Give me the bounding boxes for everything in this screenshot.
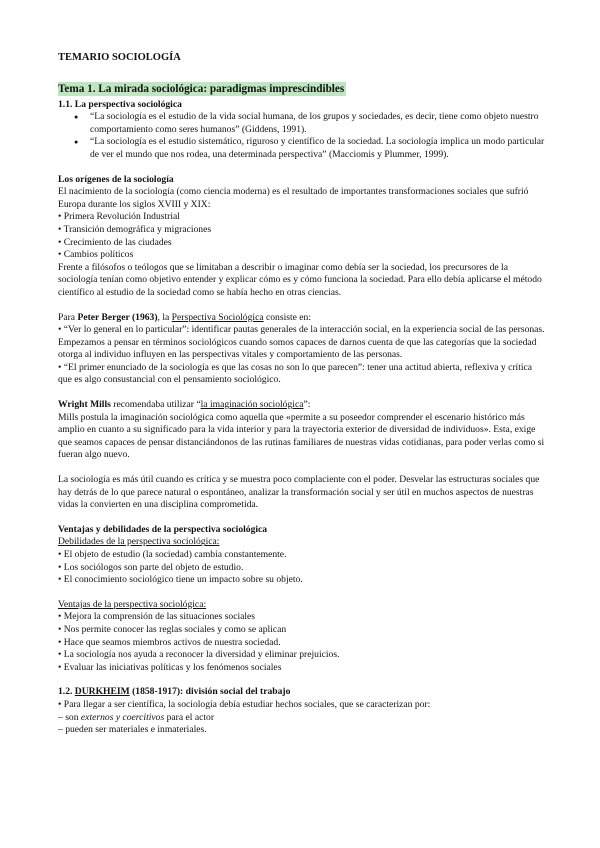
- berger-name: Peter Berger (1963): [77, 311, 158, 323]
- origins-intro: El nacimiento de la sociología (como ciencia moderna) es el resultado de importantes transformaciones sociales que sufrió Europa durante los siglos XVIII y XIX:: [58, 186, 529, 210]
- section-1-1-heading: 1.1. La perspectiva sociológica: [58, 98, 182, 110]
- durkheim-item-1: • Para llegar a ser científica, la sociología debía estudiar hechos sociales, que se caracterizan por:: [58, 698, 431, 710]
- section-1-2-heading: [58, 686, 546, 699]
- mills-post: ”:: [303, 399, 311, 411]
- dash1-emphasis: externos y coercitivos: [80, 711, 165, 723]
- dash1-pre: – son: [58, 711, 81, 723]
- mills-name: Wright Mills: [58, 399, 111, 411]
- berger-item-2: • “El primer enunciado de la sociología es que las cosas no son lo que parecen”: tener una actitud abierta, reflexiva y crítica que es algo consustancial con el pensamiento sociológico.: [58, 361, 533, 386]
- advantage-item: • Evaluar las iniciativas políticas y los fenómenos sociales: [58, 661, 282, 673]
- durkheim-dash-2: – pueden ser materiales e inmateriales.: [58, 724, 207, 736]
- mills-intro: [58, 399, 546, 412]
- mills-concept: la imaginación sociológica: [200, 399, 304, 411]
- dash1-post: para el actor: [164, 711, 215, 723]
- durkheim-dash-1: [58, 712, 546, 725]
- origins-item: • Cambios políticos: [58, 249, 134, 261]
- advantage-item: • La sociología nos ayuda a reconocer la diversidad y eliminar prejuicios.: [58, 649, 340, 661]
- mills-paragraph-1: Mills postula la imaginación sociológica como aquella que «permite a su poseedor comprender el escenario histórico más amplio en cuanto a su significado para la vida interior y para la trayectoria exterior de diversidad de individuos». Esta, exige que seamos capaces de pensar distanciándonos de las rutinas familiares de nuestras vidas cotidianas, para poder verlas como si fueran algo nuevo.: [58, 411, 545, 461]
- origins-closing: Frente a filósofos o teólogos que se limitaban a describir o imaginar como debía ser la sociedad, los precursores de la sociología tenían como objetivo entender y explicar cómo es y cómo funciona la sociedad. Para ello debía aplicarse el método científico al estudio de la sociedad como se había hecho en otras ciencias.: [58, 261, 542, 298]
- document-content: [58, 52, 546, 737]
- tema1-highlight: Tema 1. La mirada sociológica: paradigmas imprescindibles: [58, 82, 345, 95]
- berger-concept: Perspectiva Sociológica: [171, 311, 264, 323]
- advantage-item: • Mejora la comprensión de las situaciones sociales: [58, 611, 256, 623]
- advantage-item: • Hace que seamos miembros activos de nuestra sociedad.: [58, 636, 281, 648]
- origins-item: • Crecimiento de las ciudades: [58, 236, 172, 248]
- weakness-item: • El objeto de estudio (la sociedad) cambia constantemente.: [58, 549, 287, 560]
- berger-mid: , la: [157, 311, 172, 323]
- weakness-item: • Los sociólogos son parte del objeto de estudio.: [58, 561, 244, 573]
- tema1-heading: [58, 82, 546, 99]
- berger-pre: Para: [58, 311, 78, 323]
- document-title: TEMARIO SOCIOLOGÍA: [58, 52, 181, 63]
- advantage-item: • Nos permite conocer las reglas sociales y como se aplican: [58, 623, 287, 635]
- mills-mid: recomendaba utilizar “: [110, 399, 201, 411]
- definition-macciomis: ● “La sociología es el estudio sistemático, riguroso y científico de la sociedad. La sociología implica un modo particular de ver el mundo que nos rodea, una determinada perspectiva” (Macciomis y Plummer, 1999).: [58, 136, 546, 161]
- section-1-2-number: 1.2.: [58, 686, 75, 698]
- definition-giddens: ● “La sociología es el estudio de la vida social humana, de los grupos y sociedades, es decir, tiene como objeto nuestro comportamiento como seres humanos” (Giddens, 1991).: [58, 111, 546, 136]
- berger-paragraph: Empezamos a pensar en términos sociológicos cuando somos capaces de darnos cuenta de que las categorías que la sociedad otorga al individuo influyen en las perspectivas vitales y comportamiento de las personas.: [58, 336, 537, 361]
- origins-heading: Los orígenes de la sociología: [58, 173, 174, 185]
- origins-item: • Transición demográfica y migraciones: [58, 223, 212, 235]
- definitions-list: [58, 111, 546, 161]
- origins-item: • Primera Revolución Industrial: [58, 211, 180, 223]
- section-1-2-name: DURKHEIM: [74, 686, 130, 698]
- mills-paragraph-2: La sociología es más útil cuando es crítica y se muestra poco complaciente con el poder. Desvelar las estructuras sociales que hay detrás de lo que parece natural o espontáneo, analizar la transformación social y ser útil en muchos aspectos de nuestras vidas la convierten en una disciplina comprometida.: [58, 474, 540, 511]
- berger-post: consiste en:: [263, 311, 312, 323]
- weaknesses-title: Debilidades de la perspectiva sociológica:: [58, 536, 220, 548]
- advantages-heading: Ventajas y debilidades de la perspectiva sociológica: [58, 523, 268, 535]
- advantages-title: Ventajas de la perspectiva sociológica:: [58, 598, 207, 610]
- berger-intro: [58, 312, 546, 325]
- weakness-item: • El conocimiento sociológico tiene un impacto sobre su objeto.: [58, 574, 303, 586]
- section-1-2-rest: (1858-1917): división social del trabajo: [129, 686, 291, 698]
- berger-item-1: • “Ver lo general en lo particular”: identificar pautas generales de la interacción social, en la experiencia social de las personas.: [58, 324, 545, 336]
